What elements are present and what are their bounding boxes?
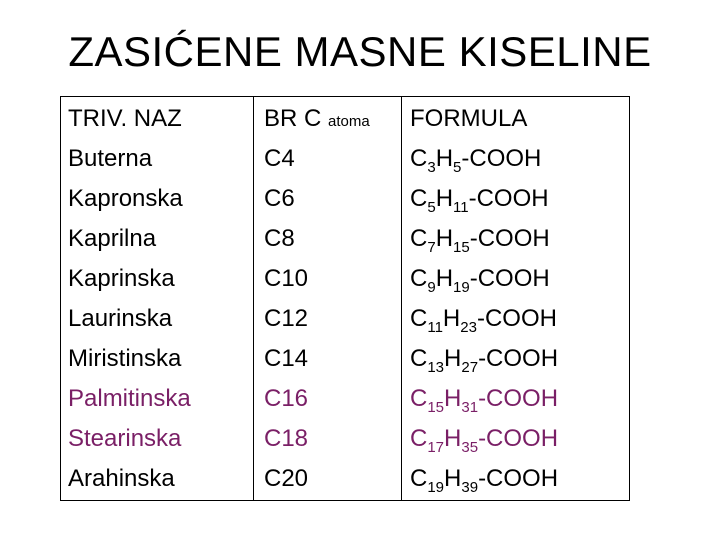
carbon-subscript: 19 (427, 479, 445, 496)
row-formula: $C_9H_{19}$-COOH (410, 265, 550, 296)
hydrogen-subscript: 39 (461, 479, 479, 496)
formula-tail: -COOH (461, 145, 542, 172)
row-carbon: C14 (264, 345, 309, 372)
formula-tail: -COOH (476, 305, 557, 332)
row-formula: $C_3H_5$-COOH (410, 145, 542, 176)
fatty-acid-table (60, 96, 630, 501)
hydrogen-subscript: 11 (453, 199, 469, 216)
formula-tail: -COOH (478, 425, 559, 452)
row-carbon: C18 (264, 425, 309, 452)
row-name: Buterna (68, 145, 153, 172)
hydrogen-subscript: 19 (453, 279, 470, 296)
formula-tail: -COOH (468, 185, 549, 212)
hydrogen-subscript: 27 (461, 359, 479, 376)
row-name: Miristinska (68, 345, 182, 372)
row-carbon: C8 (264, 225, 295, 252)
header-carbon-label: BR C (264, 105, 322, 132)
header-formula: FORMULA (410, 105, 528, 132)
row-name: Kaprilna (68, 225, 157, 252)
row-name: Arahinska (68, 465, 175, 492)
row-formula: $C_5H_{11}$-COOH (410, 185, 549, 216)
row-carbon: C16 (264, 385, 309, 412)
row-carbon: C4 (264, 145, 295, 172)
column-divider (401, 97, 402, 500)
carbon-subscript: 17 (427, 439, 445, 456)
row-name: Palmitinska (68, 385, 191, 412)
hydrogen-subscript: 23 (460, 319, 477, 336)
row-carbon: C10 (264, 265, 309, 292)
row-carbon: C12 (264, 305, 309, 332)
row-formula: $C_7H_{15}$-COOH (410, 225, 550, 256)
hydrogen-subscript: 15 (453, 239, 470, 256)
row-carbon: C20 (264, 465, 309, 492)
hydrogen-subscript: 31 (461, 399, 479, 416)
carbon-subscript: 13 (427, 359, 445, 376)
hydrogen-subscript: 5 (453, 159, 462, 176)
page-title: ZASIĆENE MASNE KISELINE (68, 28, 652, 75)
formula-tail: -COOH (469, 265, 550, 292)
header-carbon-suffix: atoma (328, 113, 370, 130)
header-carbon (264, 99, 370, 139)
row-formula: $C_{13}H_{27}$-COOH (410, 345, 559, 376)
formula-tail: -COOH (478, 385, 559, 412)
header-name: TRIV. NAZ (68, 105, 182, 132)
formula-tail: -COOH (478, 345, 559, 372)
carbon-subscript: 9 (427, 279, 436, 296)
row-name: Kapronska (68, 185, 183, 212)
carbon-subscript: 7 (427, 239, 436, 256)
row-formula: $C_{15}H_{31}$-COOH (410, 385, 559, 416)
carbon-subscript: 11 (427, 319, 443, 336)
carbon-subscript: 5 (427, 199, 436, 216)
carbon-subscript: 15 (427, 399, 445, 416)
row-name: Laurinska (68, 305, 173, 332)
hydrogen-subscript: 35 (461, 439, 479, 456)
row-name: Stearinska (68, 425, 182, 452)
row-name: Kaprinska (68, 265, 175, 292)
carbon-subscript: 3 (427, 159, 436, 176)
row-formula: $C_{19}H_{39}$-COOH (410, 465, 559, 496)
row-carbon: C6 (264, 185, 295, 212)
column-divider (253, 97, 254, 500)
formula-tail: -COOH (478, 465, 559, 492)
formula-tail: -COOH (469, 225, 550, 252)
row-formula: $C_{11}H_{23}$-COOH (410, 305, 557, 336)
row-formula: $C_{17}H_{35}$-COOH (410, 425, 559, 456)
